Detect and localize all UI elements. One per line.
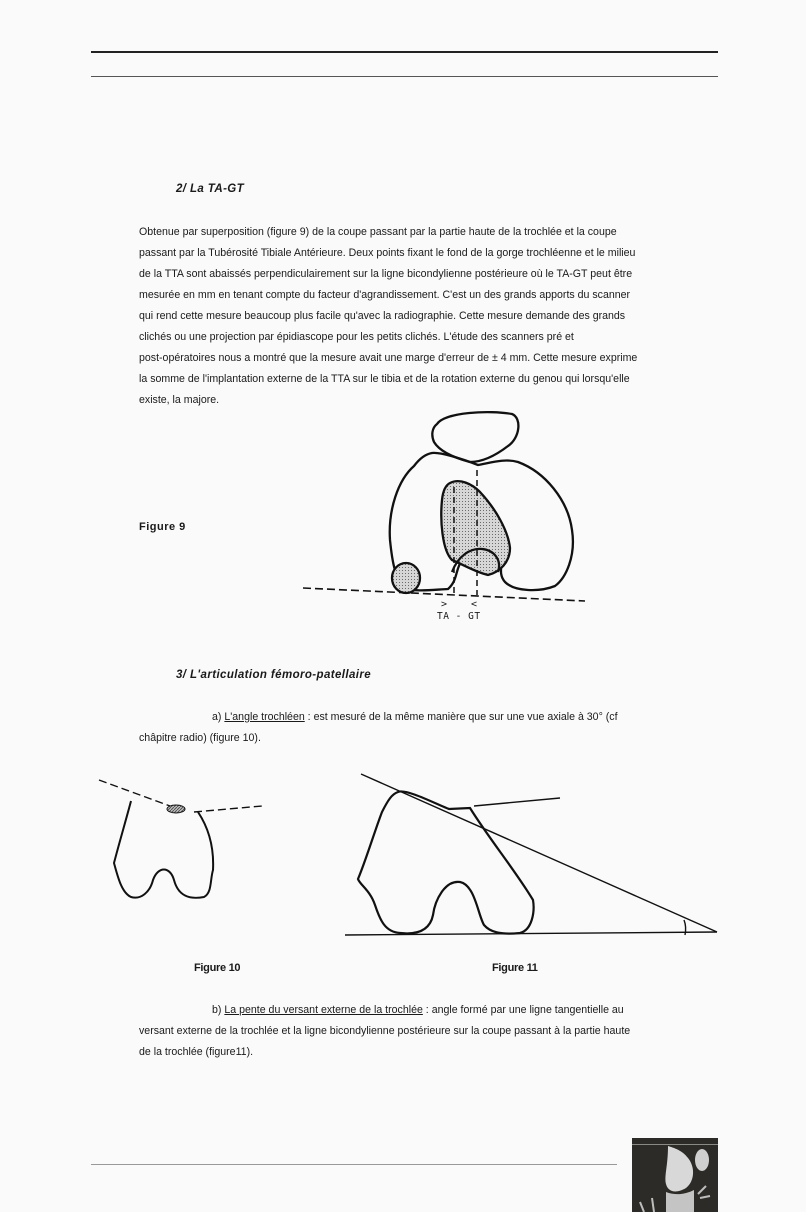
footer-rule [91, 1164, 617, 1165]
figure-10-caption: Figure 10 [194, 962, 241, 974]
item-b-paragraph [139, 1000, 693, 1063]
knee-xray-image [632, 1138, 718, 1212]
paragraph-line: existe, la majore. [139, 394, 220, 406]
item-b-text-end: de la trochlée (figure11). [139, 1046, 254, 1058]
fig10-right-tangent [194, 806, 262, 812]
paragraph-line: passant par la Tubérosité Tibiale Antérieure. Deux points fixant le fond de la gorge trochléenne et le milieu [139, 247, 636, 259]
paragraph-line: post-opératoires nous a montré que la mesure avait une marge d'erreur de ± 4 mm. Cette mesure exprime [139, 352, 638, 364]
fig10-femur-outline [114, 801, 213, 898]
ta-gt-annotation: TA - GT [437, 611, 481, 622]
item-a-text-continued: châpitre radio) (figure 10). [139, 732, 261, 744]
paragraph-line: mesurée en mm en tenant compte du facteur d'agrandissement. C'est un des grands apports du scanner [139, 289, 631, 301]
paragraph-line: clichés ou une projection par épidiascope pour les petits clichés. L'étude des scanners pré et [139, 331, 574, 343]
paragraph-line: de la TTA sont abaissés perpendiculairement sur la ligne bicondylienne postérieure où le TA-GT peut être [139, 268, 633, 280]
fig10-shaded-groove [167, 805, 185, 813]
item-b-text-continued: versant externe de la trochlée et la ligne bicondylienne postérieure sur la coupe passant à la partie haute [139, 1025, 631, 1037]
item-a-prefix: a) [212, 711, 225, 723]
fig11-tangent-line [361, 774, 717, 932]
figure-11-caption: Figure 11 [492, 962, 538, 974]
fig11-femur-outline [358, 791, 534, 933]
item-b-text: : angle formé par une ligne tangentielle au [422, 1004, 624, 1016]
paragraph-line: la somme de l'implantation externe de la TTA sur le tibia et de la rotation externe du genou qui lorsqu'elle [139, 373, 630, 385]
fig10-left-tangent [99, 780, 170, 806]
fig11-upper-line [474, 798, 560, 806]
section-heading-femoro-patellaire: 3/ L'articulation fémoro-patellaire [176, 669, 372, 681]
paragraph-line: Obtenue par superposition (figure 9) de la coupe passant par la partie haute de la trochlée et la coupe [139, 226, 617, 238]
knee-xray-thumbnail [632, 1138, 718, 1212]
item-a-term: L'angle trochléen [224, 711, 305, 723]
item-a-text: : est mesuré de la même manière que sur une vue axiale à 30° (cf [304, 711, 618, 723]
section-heading-ta-gt: 2/ La TA-GT [176, 183, 245, 195]
item-b-prefix: b) [212, 1004, 225, 1016]
gt-arrow-marker: < [471, 599, 478, 610]
item-b-term: La pente du versant externe de la trochlée [224, 1004, 423, 1016]
figure-9-label: Figure 9 [139, 521, 186, 533]
paragraph-line: qui rend cette mesure beaucoup plus facile qu'avec la radiographie. Cette mesure demande des grands [139, 310, 626, 322]
tta-arrow-marker: > [441, 599, 448, 610]
